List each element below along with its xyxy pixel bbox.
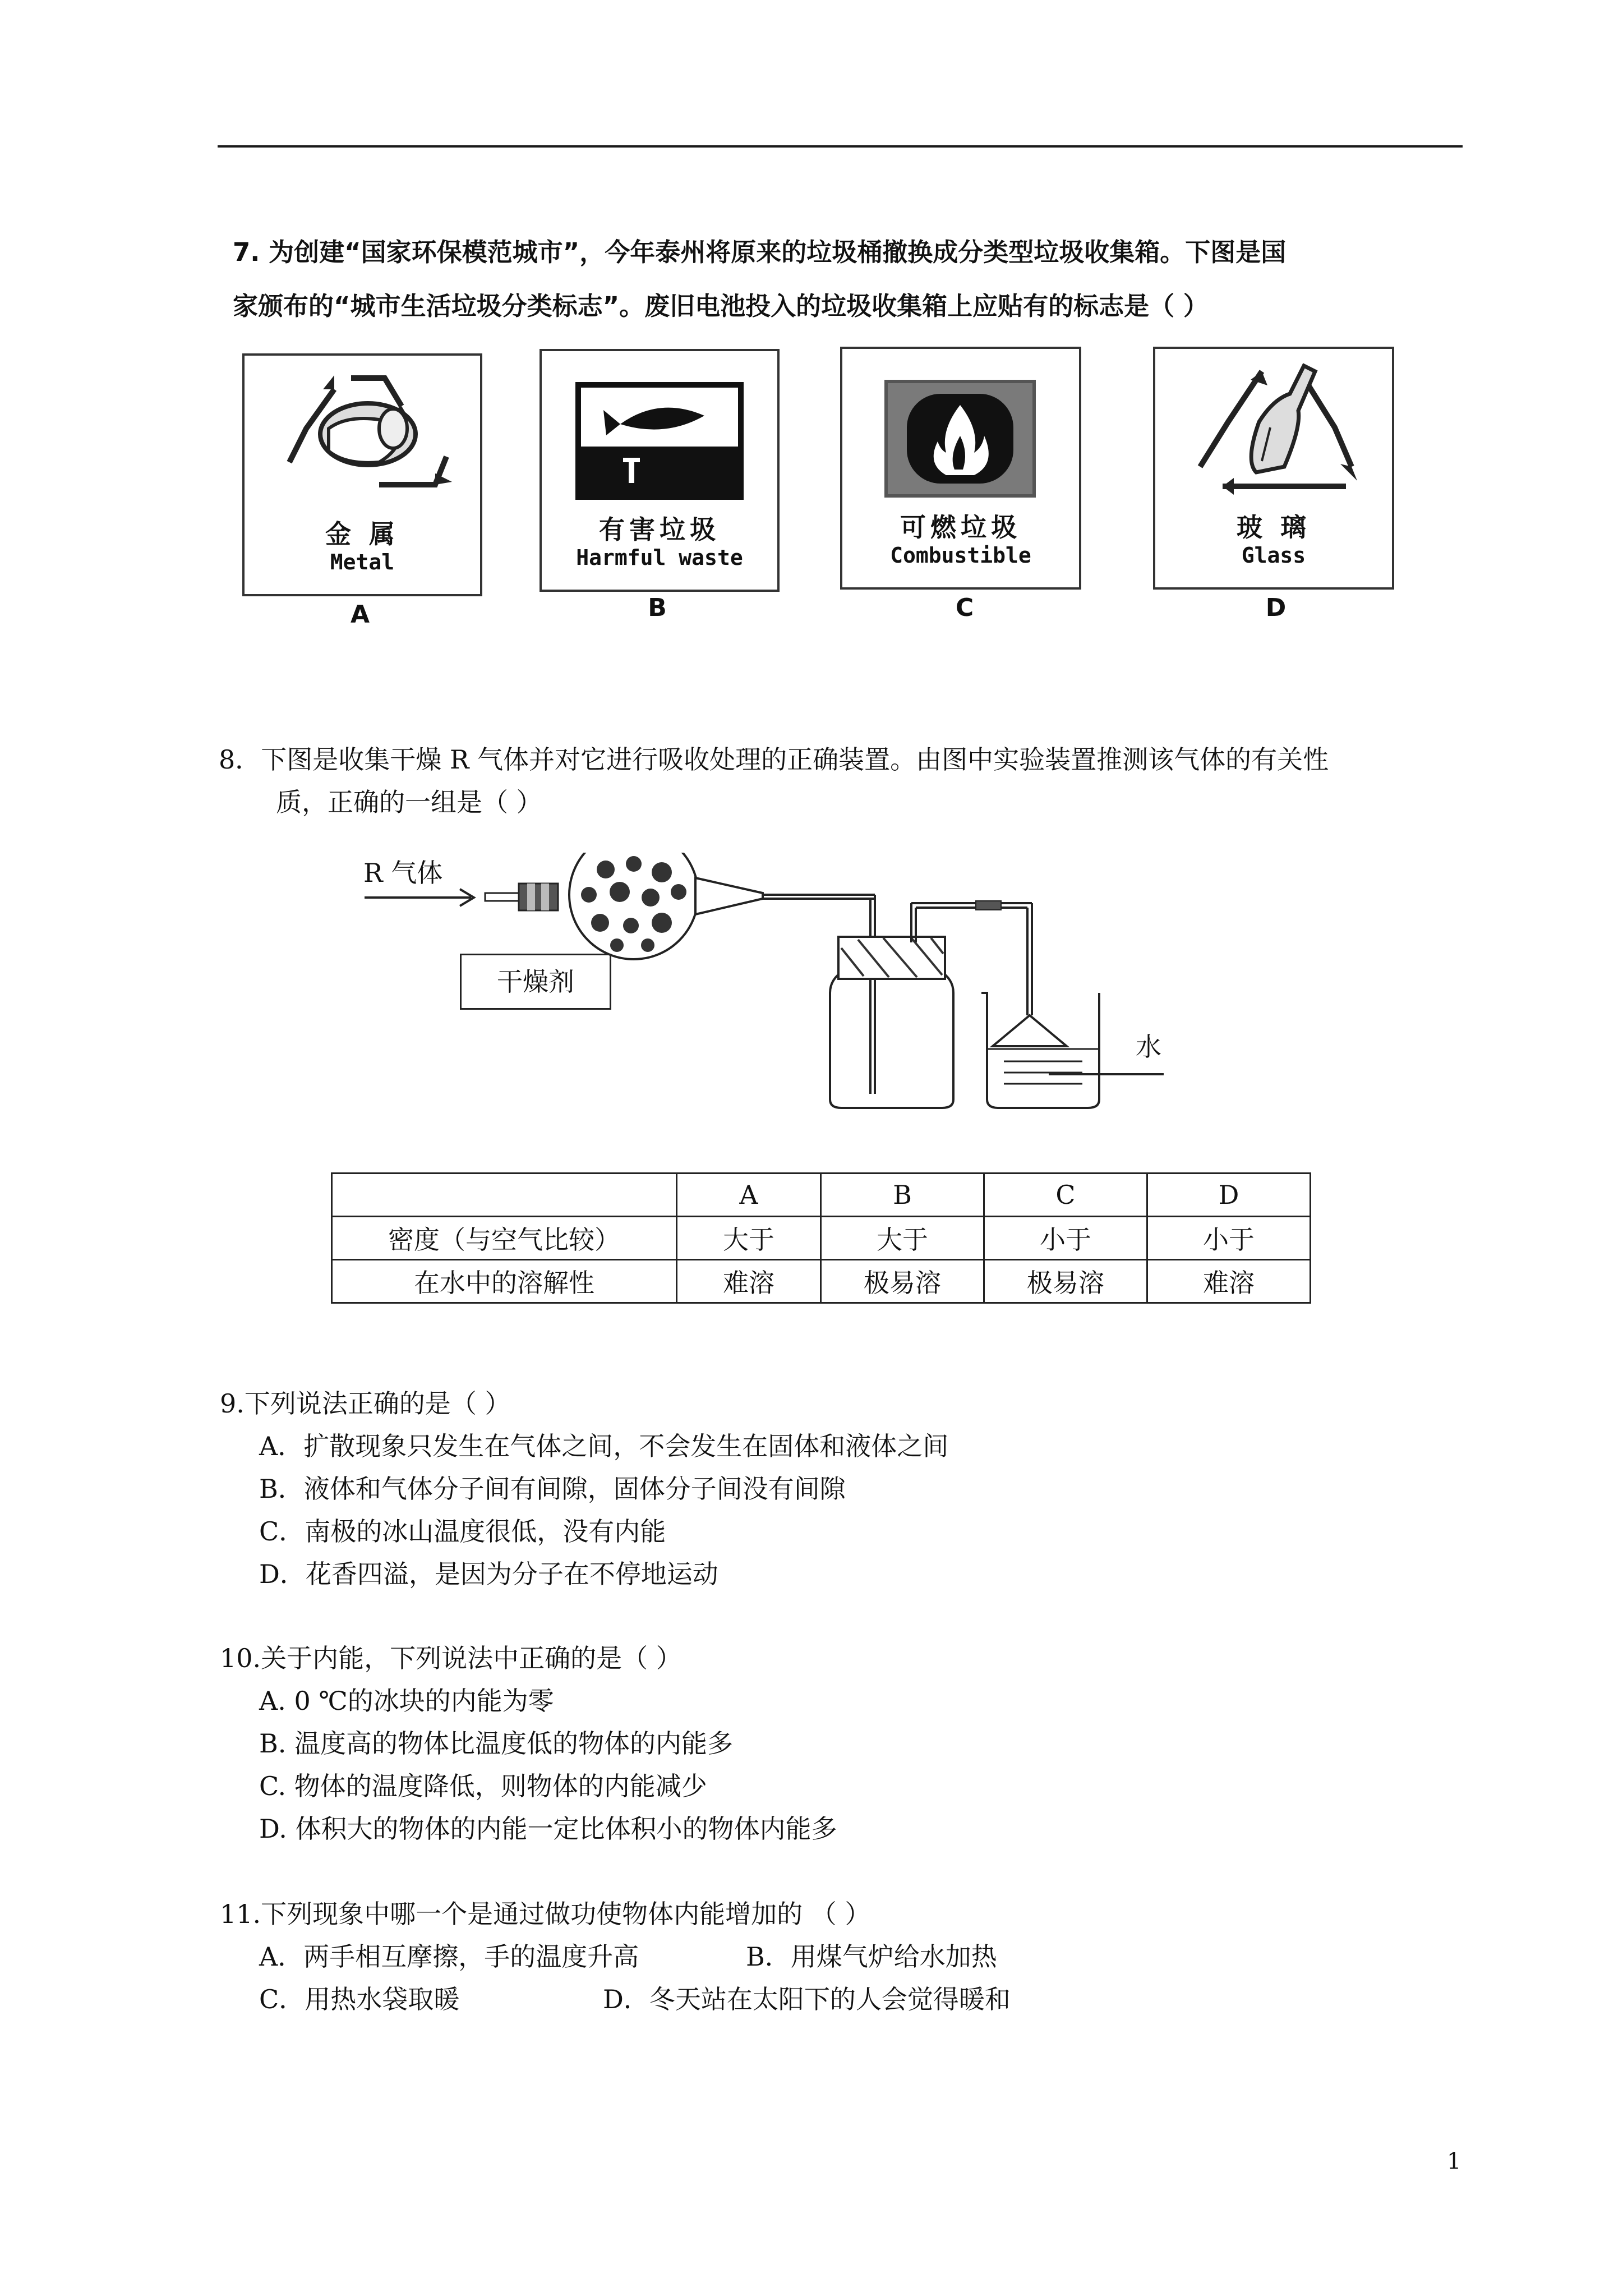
sign-harmful-letter: B [648, 593, 667, 622]
q9-option-a: A．扩散现象只发生在气体之间，不会发生在固体和液体之间 [259, 1431, 949, 1461]
table-cell: 难溶 [1147, 1260, 1311, 1303]
q7-line2: 家颁布的“城市生活垃圾分类标志”。废旧电池投入的垃圾收集箱上应贴有的标志是（ ） [233, 291, 1209, 321]
table-cell: 密度（与空气比较） [332, 1217, 677, 1260]
q7-line1: 7. 为创建“国家环保模范城市”，今年泰州将原来的垃圾桶撤换成分类型垃圾收集箱。下图是国 [233, 237, 1287, 267]
recycle-can-icon [267, 367, 458, 496]
sign-metal-cn: 金 属 [325, 519, 399, 549]
sign-glass-en: Glass [1241, 543, 1306, 568]
sign-metal-en: Metal [330, 550, 395, 574]
sign-harmful-en: Harmful waste [576, 545, 743, 570]
header-rule [218, 145, 1463, 148]
q8-table [331, 1172, 1311, 1304]
q10-option-b: B. 温度高的物体比温度低的物体的内能多 [259, 1728, 734, 1759]
table-header-cell: A [677, 1174, 821, 1217]
q10-option-c: C. 物体的温度降低，则物体的内能减少 [259, 1771, 707, 1801]
water-label: 水 [1136, 1032, 1161, 1062]
table-cell: 难溶 [677, 1260, 821, 1303]
sign-glass-cn: 玻 璃 [1236, 512, 1311, 542]
q9-stem: 9.下列说法正确的是（ ） [220, 1388, 511, 1419]
table-cell: 极易溶 [984, 1260, 1147, 1303]
sign-metal [242, 353, 482, 596]
sign-combustible-letter: C [955, 593, 974, 622]
table-cell: 大于 [677, 1217, 821, 1260]
table-header-cell: B [821, 1174, 984, 1217]
sign-harmful-cn: 有害垃圾 [599, 514, 720, 545]
desiccant-label: 干燥剂 [460, 954, 611, 1010]
sign-glass-letter: D [1265, 593, 1287, 622]
sign-metal-letter: A [350, 600, 370, 629]
table-cell: 小于 [1147, 1217, 1311, 1260]
q9-option-b: B．液体和气体分子间有间隙，固体分子间没有间隙 [259, 1474, 846, 1504]
sign-combustible-en: Combustible [890, 543, 1031, 568]
q8-line2: 质，正确的一组是（ ） [276, 787, 542, 817]
table-header-cell: C [984, 1174, 1147, 1217]
q11-option-c: C．用热水袋取暖 [259, 1984, 460, 2014]
sign-combustible [840, 347, 1081, 590]
q10-option-d: D. 体积大的物体的内能一定比体积小的物体内能多 [259, 1814, 837, 1844]
table-row [332, 1174, 1311, 1217]
table-header-cell: D [1147, 1174, 1311, 1217]
q9-option-c: C．南极的冰山温度很低，没有内能 [259, 1516, 666, 1547]
q10-option-a: A. 0 ℃的冰块的内能为零 [259, 1686, 554, 1716]
q10-stem: 10.关于内能，下列说法中正确的是（ ） [220, 1643, 682, 1673]
q8-line1: 8．下图是收集干燥 R 气体并对它进行吸收处理的正确装置。由图中实验装置推测该气体的有关性 [219, 744, 1329, 775]
table-row [332, 1217, 1311, 1260]
q11-option-a: A．两手相互摩擦，手的温度升高 [259, 1941, 639, 1972]
page-number: 1 [1447, 2148, 1461, 2174]
q11-option-b: B．用煤气炉给水加热 [746, 1941, 997, 1972]
table-cell: 在水中的溶解性 [332, 1260, 677, 1303]
dead-fish-icon [575, 382, 744, 500]
sign-combustible-cn: 可燃垃圾 [900, 512, 1021, 542]
table-cell: 小于 [984, 1217, 1147, 1260]
sign-glass [1153, 347, 1394, 590]
table-cell: 大于 [821, 1217, 984, 1260]
table-row [332, 1260, 1311, 1303]
recycle-bottle-icon [1178, 360, 1368, 495]
sign-harmful [540, 349, 780, 592]
q11-stem: 11.下列现象中哪一个是通过做功使物体内能增加的 （ ） [220, 1899, 871, 1929]
apparatus-diagram [359, 853, 1178, 1111]
table-cell: 极易溶 [821, 1260, 984, 1303]
q9-option-d: D．花香四溢，是因为分子在不停地运动 [259, 1559, 718, 1589]
flame-icon [884, 380, 1036, 498]
gas-label: R 气体 [363, 858, 443, 888]
table-header-cell [332, 1174, 677, 1217]
q11-option-d: D．冬天站在太阳下的人会觉得暖和 [603, 1984, 1011, 2014]
